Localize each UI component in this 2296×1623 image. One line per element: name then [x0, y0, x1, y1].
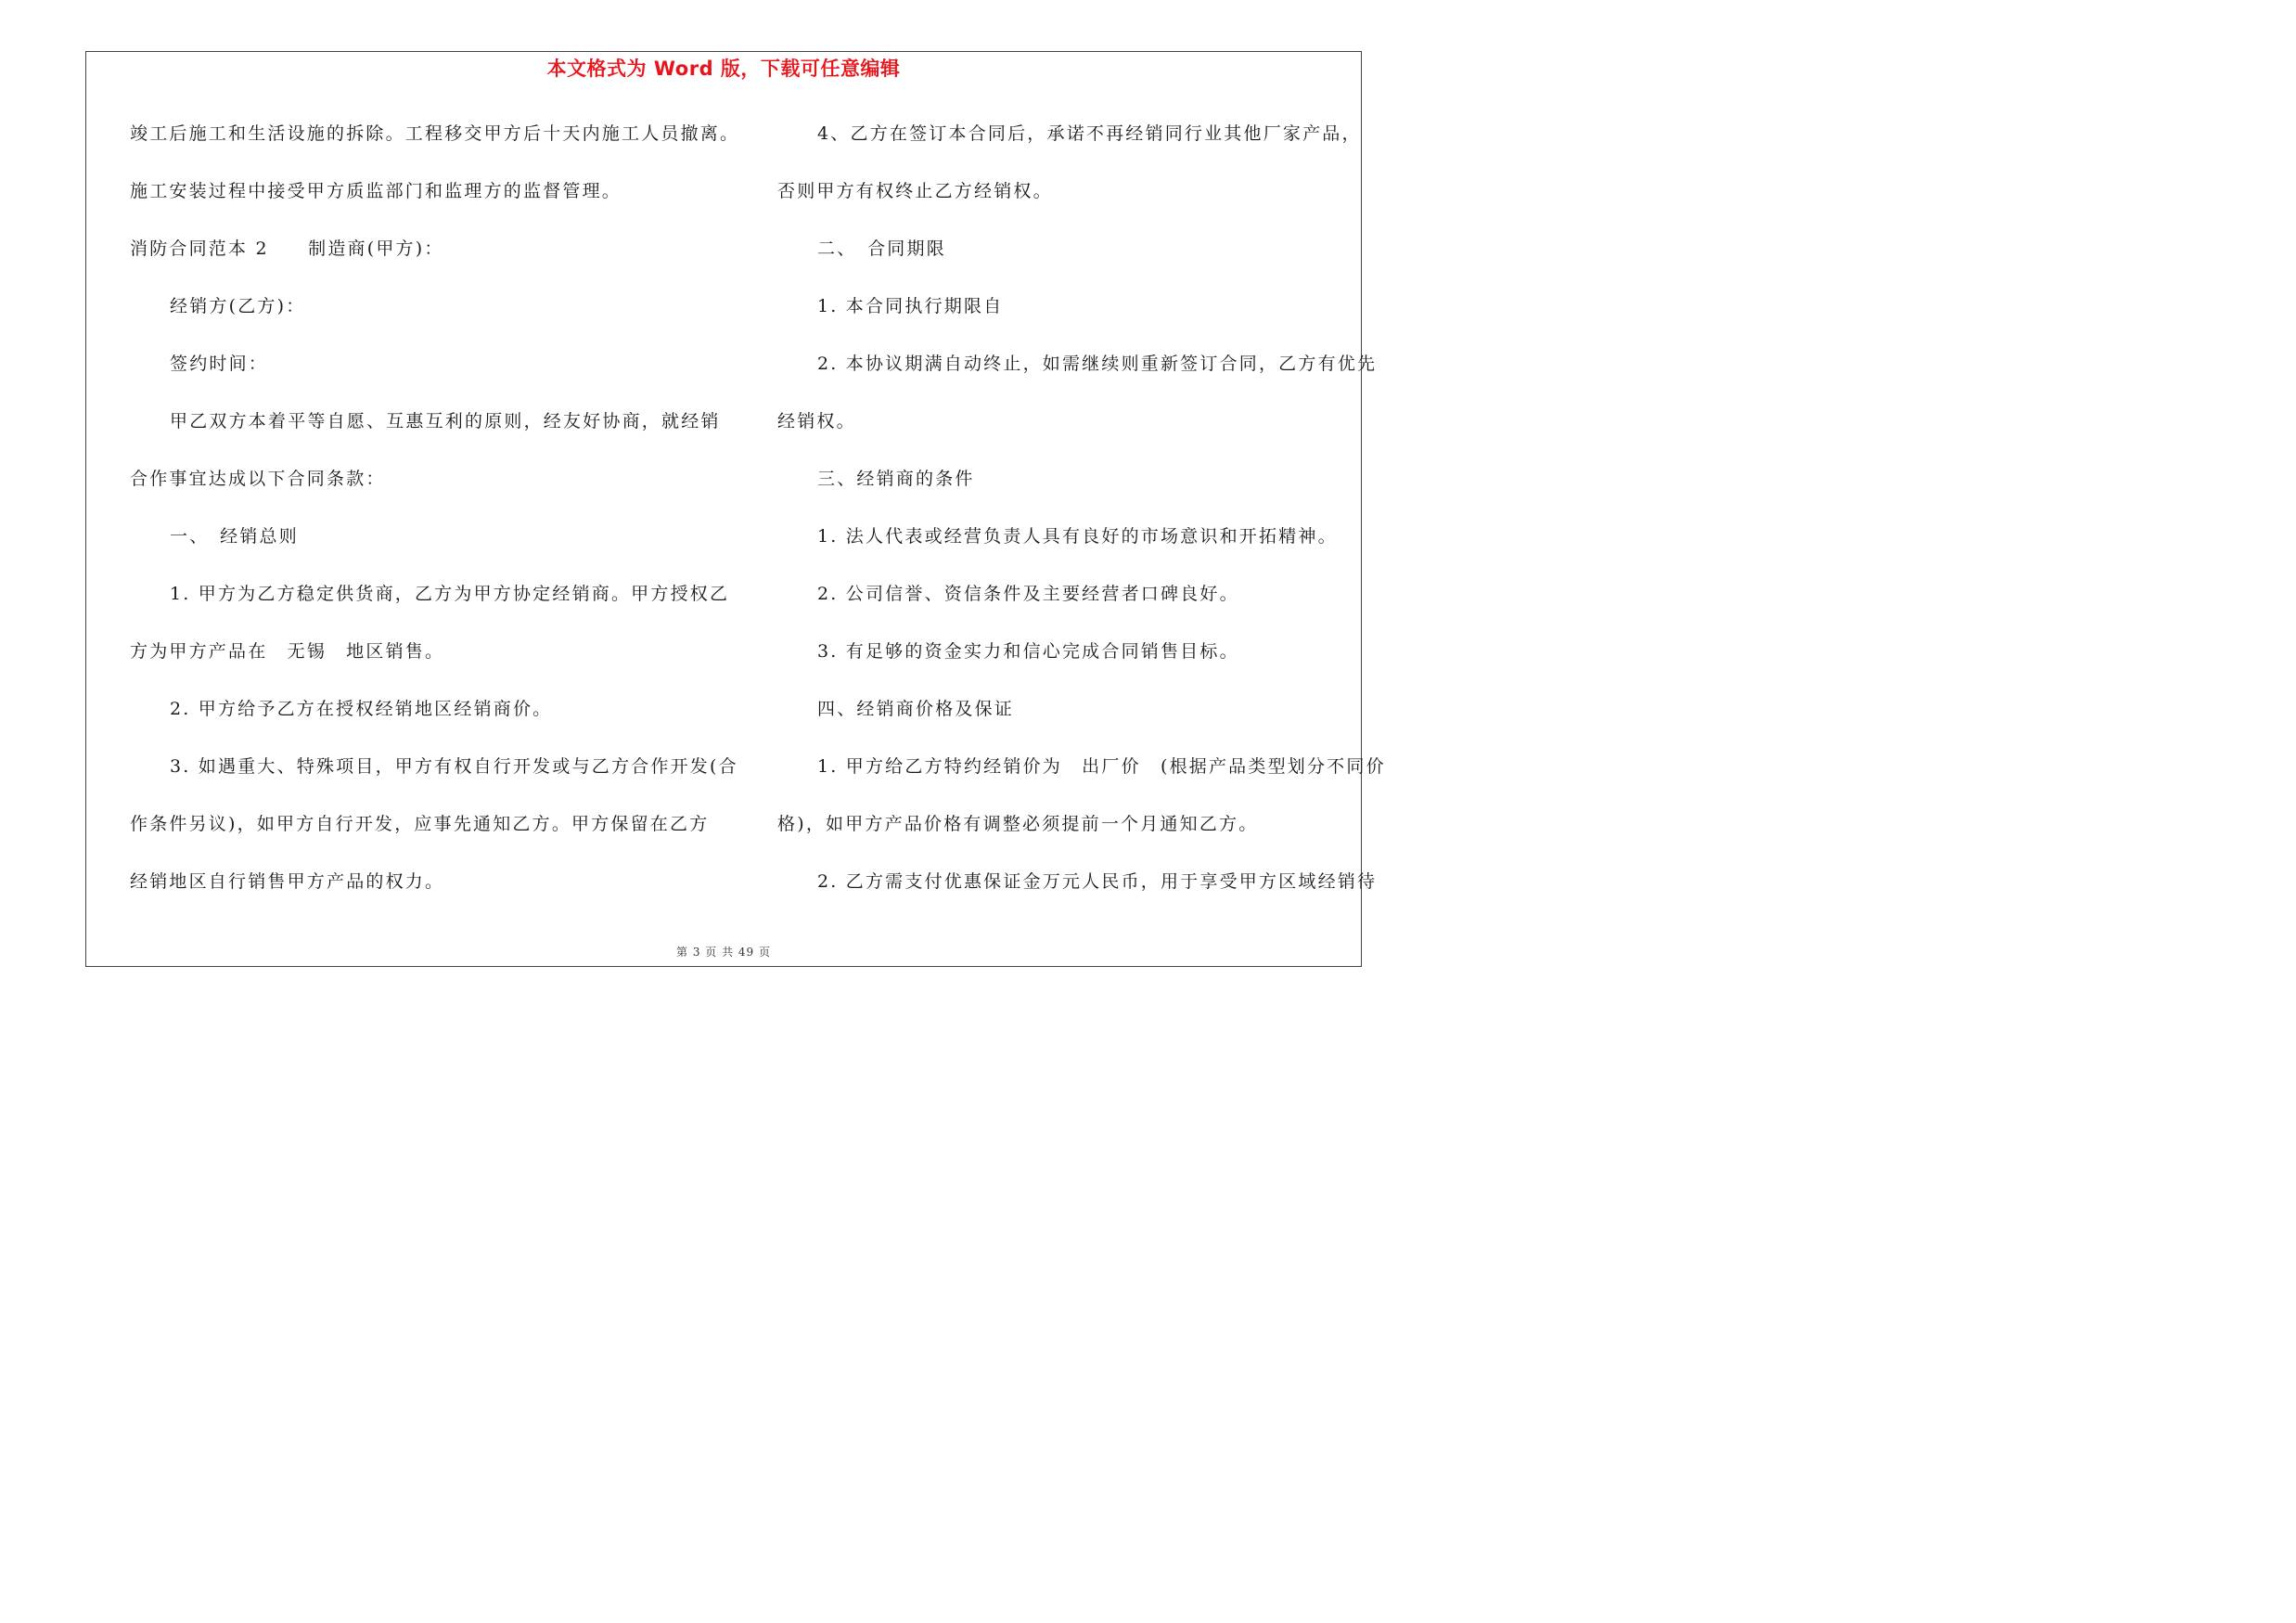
section-heading-conditions: 三、经销商的条件	[817, 469, 975, 489]
paragraph-line: 2. 甲方给予乙方在授权经销地区经销商价。	[170, 699, 553, 719]
page-number-footer: 第 3 页 共 49 页	[676, 946, 771, 959]
paragraph-line: 1. 本合同执行期限自	[817, 296, 1004, 316]
paragraph-line: 否则甲方有权终止乙方经销权。	[777, 181, 1053, 201]
paragraph-line: 4、乙方在签订本合同后，承诺不再经销同行业其他厂家产品，	[817, 123, 1362, 144]
paragraph-line: 经销地区自行销售甲方产品的权力。	[130, 871, 445, 892]
paragraph-line: 2. 公司信誉、资信条件及主要经营者口碑良好。	[817, 584, 1239, 604]
paragraph-line: 作条件另议)，如甲方自行开发，应事先通知乙方。甲方保留在乙方	[130, 814, 710, 834]
paragraph-line: 1. 甲方给乙方特约经销价为 出厂价 (根据产品类型划分不同价	[817, 756, 1386, 777]
paragraph-line: 3. 有足够的资金实力和信心完成合同销售目标。	[817, 641, 1239, 662]
dealer-party-line: 经销方(乙方)：	[170, 296, 306, 316]
word-format-banner: 本文格式为 Word 版，下载可任意编辑	[546, 58, 901, 80]
section-heading-general: 一、 经销总则	[170, 526, 299, 547]
section-heading-price: 四、经销商价格及保证	[817, 699, 1015, 719]
paragraph-line: 格)，如甲方产品价格有调整必须提前一个月通知乙方。	[777, 814, 1259, 834]
paragraph-line: 1. 法人代表或经营负责人具有良好的市场意识和开拓精神。	[817, 526, 1338, 547]
paragraph-line: 竣工后施工和生活设施的拆除。工程移交甲方后十天内施工人员撤离。	[130, 123, 740, 144]
paragraph-line: 甲乙双方本着平等自愿、互惠互利的原则，经友好协商，就经销	[170, 411, 721, 432]
paragraph-line: 经销权。	[777, 411, 856, 432]
paragraph-line: 3. 如遇重大、特殊项目，甲方有权自行开发或与乙方合作开发(合	[170, 756, 738, 777]
section-heading-term: 二、 合同期限	[817, 238, 946, 259]
paragraph-line: 方为甲方产品在 无锡 地区销售。	[130, 641, 445, 662]
paragraph-line: 2. 本协议期满自动终止，如需继续则重新签订合同，乙方有优先	[817, 354, 1378, 374]
signing-time-line: 签约时间：	[170, 354, 269, 374]
paragraph-line: 2. 乙方需支付优惠保证金万元人民币，用于享受甲方区域经销待	[817, 871, 1378, 892]
paragraph-line: 合作事宜达成以下合同条款：	[130, 469, 386, 489]
paragraph-line: 施工安装过程中接受甲方质监部门和监理方的监督管理。	[130, 181, 622, 201]
contract-title-line: 消防合同范本 2 制造商(甲方)：	[130, 238, 444, 259]
paragraph-line: 1. 甲方为乙方稳定供货商，乙方为甲方协定经销商。甲方授权乙	[170, 584, 730, 604]
